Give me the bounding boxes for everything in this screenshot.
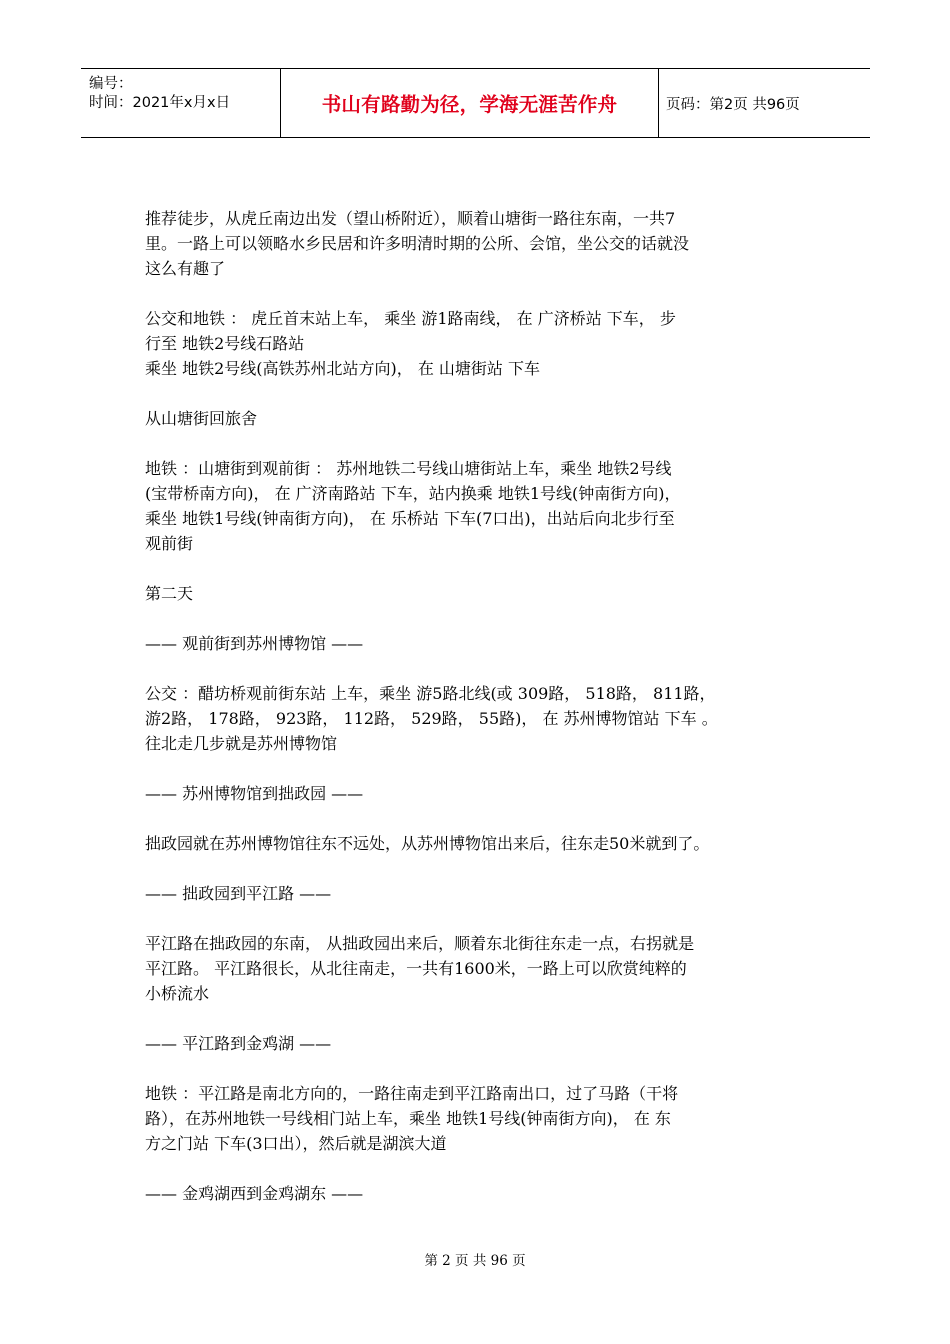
header-page-info-cell xyxy=(659,69,870,137)
page-footer: 第 2 页 共 96 页 xyxy=(424,1253,526,1269)
paragraph: 推荐徒步，从虎丘南边出发（望山桥附近），顺着山塘街一路往东南，一共7 里。一路上可以领略水乡民居和许多明清时期的公所、会馆，坐公交的话就没 这么有趣了 xyxy=(145,209,690,278)
paragraph: 从山塘街回旅舍 xyxy=(145,409,258,428)
header-meta-cell xyxy=(81,69,281,137)
section-heading: 第二天 xyxy=(145,584,194,603)
paragraph: 地铁 ：平江路是南北方向的，一路往南走到平江路南出口，过了马路（干将 路），在苏州地铁一号线相门站上车，乘坐 地铁1号线(钟南街方向)， 在 东 方之门站 下车(3口出），然后就是湖滨大道 xyxy=(145,1084,679,1153)
document-body xyxy=(145,206,825,1206)
route-heading: —— 金鸡湖西到金鸡湖东 —— xyxy=(145,1184,364,1203)
page-header xyxy=(81,68,870,138)
route-heading: —— 平江路到金鸡湖 —— xyxy=(145,1034,332,1053)
route-heading: —— 苏州博物馆到拙政园 —— xyxy=(145,784,364,803)
document-time-label: 时间：2021年x月x日 xyxy=(89,95,231,111)
route-heading: —— 观前街到苏州博物馆 —— xyxy=(145,634,364,653)
route-heading: —— 拙政园到平江路 —— xyxy=(145,884,332,903)
paragraph: 公交 ：醋坊桥观前街东站 上车，乘坐 游5路北线(或 309路， 518路， 811路， 游2路， 178路， 923路， 112路， 529路， 55路)， 在 苏州博物馆站 下车 。 往北走几步就是苏州博物馆 xyxy=(145,684,718,753)
paragraph: 拙政园就在苏州博物馆往东不远处，从苏州博物馆出来后，往东走50米就到了。 xyxy=(145,834,710,853)
paragraph: 公交和地铁 ： 虎丘首末站上车， 乘坐 游1路南线， 在 广济桥站 下车， 步 行至 地铁2号线石路站 乘坐 地铁2号线(高铁苏州北站方向)， 在 山塘街站 下车 xyxy=(145,309,676,378)
header-motto-cell xyxy=(281,69,659,137)
header-motto: 书山有路勤为径，学海无涯苦作舟 xyxy=(321,93,618,116)
document-number-label: 编号： xyxy=(89,76,133,92)
paragraph: 地铁 ：山塘街到观前街 ： 苏州地铁二号线山塘街站上车，乘坐 地铁2号线 (宝带桥南方向)， 在 广济南路站 下车，站内换乘 地铁1号线(钟南街方向)， 乘坐 地铁1号线(钟南街方向)， 在 乐桥站 下车(7口出)，出站后向北步行至 观前街 xyxy=(145,459,681,553)
header-page-info: 页码：第2页 共96页 xyxy=(666,96,800,113)
paragraph: 平江路在拙政园的东南， 从拙政园出来后，顺着东北街往东走一点，右拐就是 平江路。 平江路很长，从北往南走，一共有1600米，一路上可以欣赏纯粹的 小桥流水 xyxy=(145,934,695,1003)
